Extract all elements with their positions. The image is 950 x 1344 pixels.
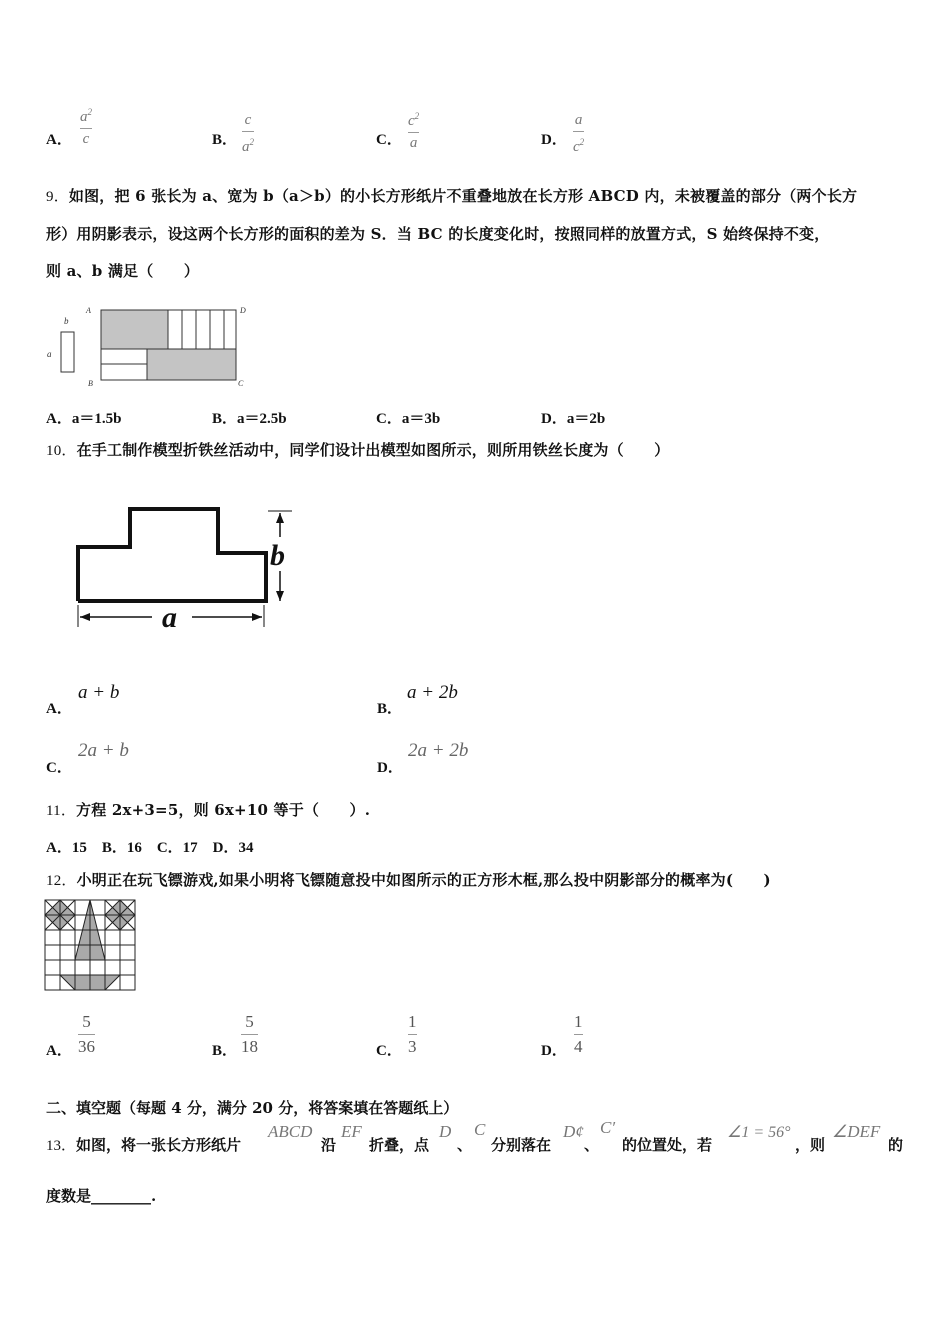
q13-math-angle-def: ∠DEF	[832, 1122, 881, 1141]
q12-option-b-fraction: 5 18	[241, 1012, 258, 1056]
q12-option-b-label: B．	[212, 1043, 238, 1059]
q12-dartboard-figure	[44, 899, 136, 991]
q8-option-b-label: B．	[212, 132, 238, 148]
section-2-heading: 二、填空题（每题 4 分，满分 20 分，将答案填在答题纸上）	[46, 1099, 459, 1117]
q10-label-a: a	[162, 601, 177, 634]
q9-figure	[44, 302, 254, 390]
q10-option-d-label: D．	[377, 760, 403, 776]
q13-text-sep-1: 、	[457, 1136, 473, 1154]
q9-shaded-top-left	[101, 310, 168, 349]
q10-option-d-expr: 2a + 2b	[408, 740, 469, 761]
q9-vertex-d: D	[240, 306, 246, 315]
q9-number: 9．	[46, 189, 69, 205]
q10-figure	[68, 495, 308, 635]
q10-number: 10．	[46, 443, 77, 459]
q10-option-a-label: A．	[46, 701, 72, 717]
q13-math-d-prime: D¢	[563, 1122, 584, 1141]
q9-stem	[46, 178, 906, 290]
q8-option-a-fraction: $a^2$ c	[80, 107, 92, 147]
q12-option-d-fraction: 1 4	[574, 1012, 583, 1056]
q9-option-b: B．a＝2.5b	[212, 411, 287, 427]
q13-text-then: ，则	[795, 1136, 826, 1154]
q10-option-a-expr: a + b	[78, 682, 120, 703]
q9-option-c: C．a＝3b	[376, 411, 441, 427]
q13-text-sep-2: 、	[584, 1136, 600, 1154]
q12-stem	[46, 862, 906, 900]
q13-text-fold: 折叠，点	[369, 1136, 430, 1154]
q8-option-d-label: D．	[541, 132, 567, 148]
q10-label-b: b	[270, 539, 285, 572]
q8-option-a-label: A．	[46, 132, 72, 148]
q13-line-2: 度数是________.	[46, 1187, 157, 1205]
q13-math-c-prime: C′	[600, 1118, 616, 1137]
q13-math-d: D	[439, 1122, 452, 1141]
q13-line-1-part-1: 13．如图，将一张长方形纸片	[46, 1136, 242, 1154]
q10-option-c-expr: 2a + b	[78, 740, 129, 761]
q9-figure-label-b: b	[64, 316, 69, 326]
q12-option-c-label: C．	[376, 1043, 402, 1059]
q8-option-c-label: C．	[376, 132, 402, 148]
q10-option-c-label: C．	[46, 760, 72, 776]
q10-stem	[46, 432, 906, 470]
q13-text-of: 的	[888, 1136, 904, 1154]
q13-text-along: 沿	[321, 1136, 337, 1154]
q10-wire-shape	[78, 509, 266, 601]
q12-option-c-fraction: 1 3	[408, 1012, 417, 1056]
q11-stem	[46, 792, 906, 830]
q13-math-c: C	[474, 1120, 486, 1139]
q9-small-rectangle	[61, 332, 74, 372]
q12-text: 小明正在玩飞镖游戏,如果小明将飞镖随意投中如图所示的正方形木框,那么投中阴影部分的概率为( )	[76, 871, 771, 889]
q9-vertex-b: B	[88, 379, 93, 388]
q10-text: 在手工制作模型折铁丝活动中，同学们设计出模型如图所示，则所用铁丝长度为（ ）	[76, 441, 670, 459]
q9-option-d: D．a＝2b	[541, 411, 606, 427]
q9-line-2: 形）用阴影表示，设这两个长方形的面积的差为 S．当 BC 的长度变化时，按照同样的放置方式，S 始终保持不变，	[46, 225, 830, 243]
q12-option-d-label: D．	[541, 1043, 567, 1059]
q9-shaded-bottom-right	[147, 349, 236, 380]
q13-text-position: 的位置处，若	[622, 1136, 713, 1154]
q8-option-c-fraction: $c^2$ a	[408, 111, 420, 151]
q13-math-angle-1: ∠1 = 56°	[727, 1124, 791, 1141]
q12-option-a-label: A．	[46, 1043, 72, 1059]
q11-text: 方程 2x+3=5，则 6x+10 等于（ ）.	[76, 801, 371, 819]
q11-options: A．15 B．16 C．17 D．34	[46, 840, 254, 856]
q13-math-ef: EF	[341, 1122, 362, 1141]
q9-vertex-a: A	[86, 306, 91, 315]
q11-number: 11．	[46, 803, 77, 819]
q10-option-b-expr: a + 2b	[407, 682, 458, 703]
q12-option-a-fraction: 5 36	[78, 1012, 95, 1056]
q12-number: 12．	[46, 873, 77, 889]
q9-line-1: 如图，把 6 张长为 a、宽为 b（a＞b）的小长方形纸片不重叠地放在长方形 ABCD 内，未被覆盖的部分（两个长方	[68, 187, 858, 205]
q9-vertex-c: C	[238, 379, 244, 388]
q10-option-b-label: B．	[377, 701, 403, 717]
q8-option-b-fraction: c $a^2$	[242, 112, 254, 155]
q9-option-a: A．a＝1.5b	[46, 411, 122, 427]
q9-line-3: 则 a、b 满足（ ）	[46, 262, 200, 280]
q13-text-land: 分别落在	[491, 1136, 552, 1154]
q8-option-d-fraction: a $c^2$	[573, 112, 585, 155]
q13-math-abcd: ABCD	[268, 1122, 313, 1141]
q9-figure-label-a: a	[47, 349, 52, 359]
